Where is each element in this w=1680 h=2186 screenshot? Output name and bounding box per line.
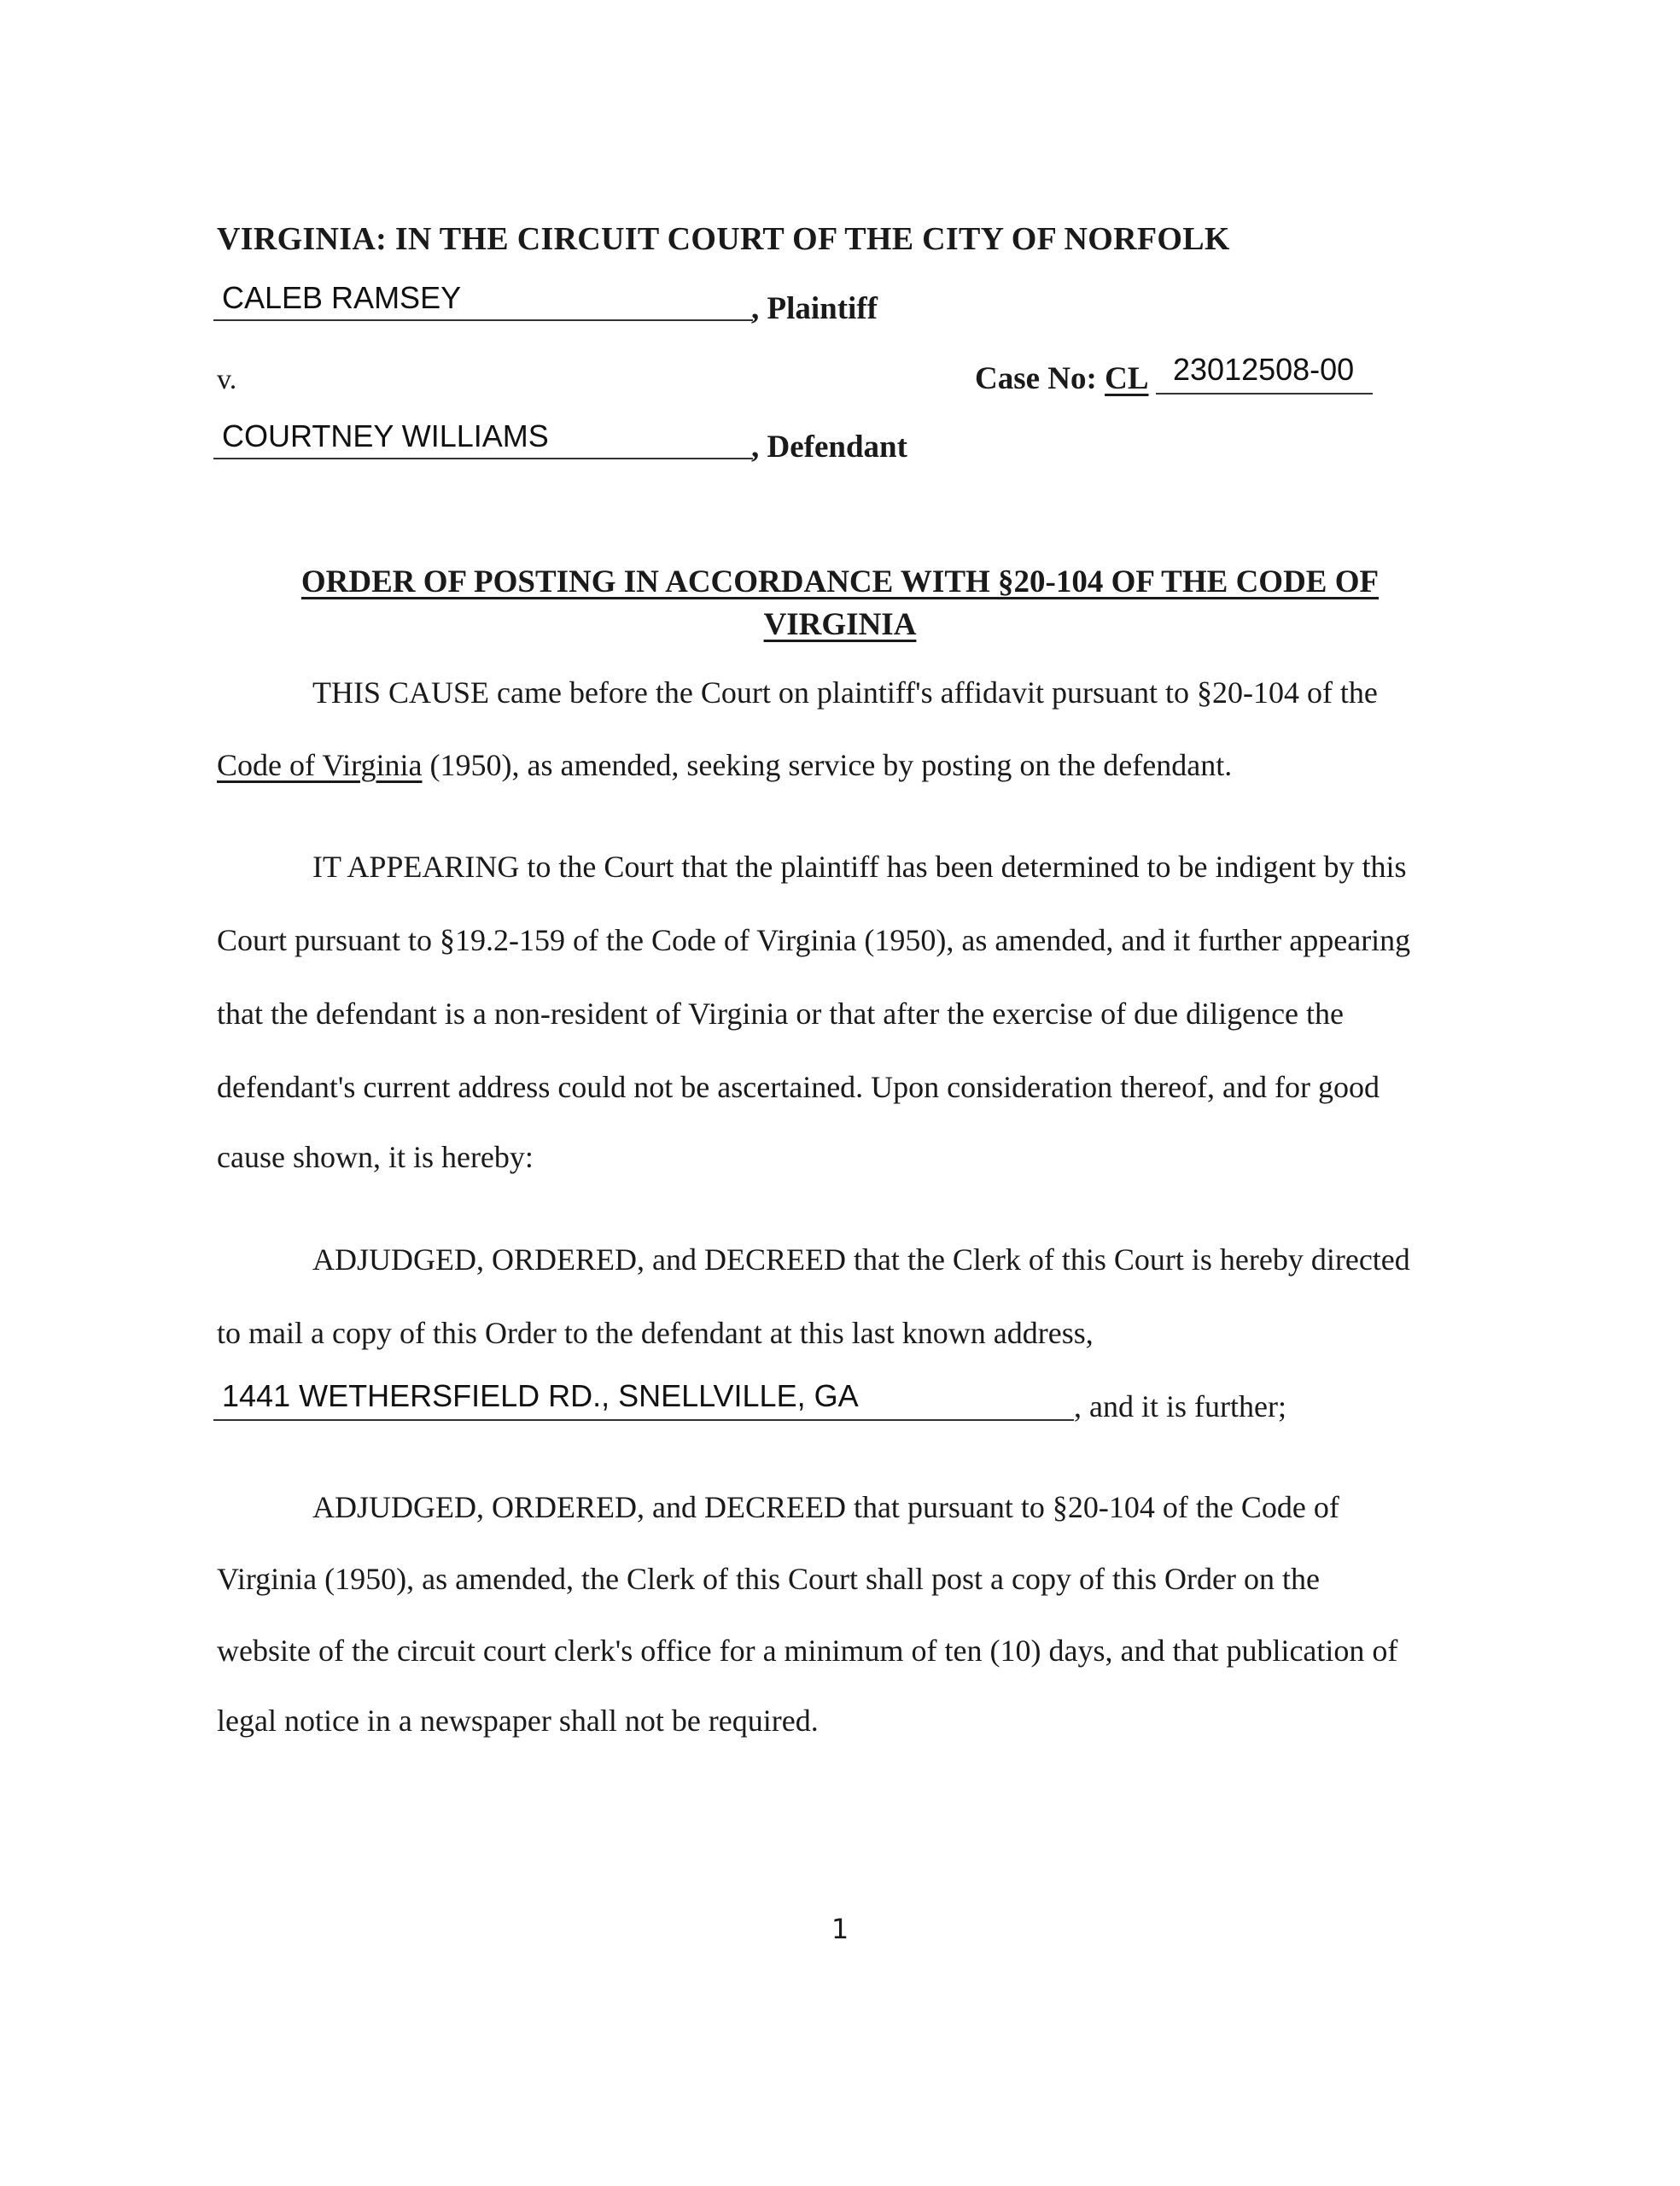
order-title-line1: ORDER OF POSTING IN ACCORDANCE WITH §20-104 OF THE CODE OF (300, 564, 1380, 599)
case-number-underline (1156, 393, 1373, 395)
para2-line5: cause shown, it is hereby: (217, 1140, 534, 1174)
defendant-address: 1441 WETHERSFIELD RD., SNELLVILLE, GA (222, 1378, 859, 1413)
para1-line2 (217, 747, 1232, 783)
plaintiff-label: , Plaintiff (751, 291, 878, 326)
para4-line1: ADJUDGED, ORDERED, and DECREED that pursuant to §20-104 of the Code of (312, 1490, 1339, 1524)
order-title-line2: VIRGINIA (763, 607, 917, 642)
para2-line1: IT APPEARING to the Court that the plaintiff has been determined to be indigent by this (312, 850, 1407, 884)
para4-line3: website of the circuit court clerk's office for a minimum of ten (10) days, and that publication of (217, 1634, 1398, 1668)
court-heading: VIRGINIA: IN THE CIRCUIT COURT OF THE CITY OF NORFOLK (217, 221, 1230, 257)
para4-line4: legal notice in a newspaper shall not be required. (217, 1704, 819, 1738)
plaintiff-underline (213, 319, 753, 321)
defendant-underline (213, 458, 753, 459)
para1-line2-rest: (1950), as amended, seeking service by posting on the defendant. (422, 748, 1233, 782)
code-of-virginia-reference: Code of Virginia (217, 748, 423, 782)
case-number-prefix: CL (1105, 361, 1149, 396)
para3-line3-rest: , and it is further; (1074, 1389, 1286, 1423)
page-number: 1 (831, 1913, 849, 1945)
defendant-label: , Defendant (751, 430, 907, 465)
plaintiff-name: CALEB RAMSEY (222, 280, 462, 315)
para2-line2: Court pursuant to §19.2-159 of the Code of Virginia (1950), as amended, and it further appearing (217, 923, 1411, 957)
para3-line2: to mail a copy of this Order to the defendant at this last known address, (217, 1316, 1094, 1350)
para3-line1: ADJUDGED, ORDERED, and DECREED that the Clerk of this Court is hereby directed (312, 1242, 1410, 1277)
case-number-label-text: Case No: (975, 361, 1105, 396)
case-number-value: 23012508-00 (1173, 352, 1355, 387)
address-underline (213, 1419, 1074, 1421)
para2-line3: that the defendant is a non-resident of Virginia or that after the exercise of due diligence the (217, 997, 1345, 1031)
para1-line1: THIS CAUSE came before the Court on plaintiff's affidavit pursuant to §20-104 of the (312, 675, 1378, 710)
para4-line2: Virginia (1950), as amended, the Clerk of this Court shall post a copy of this Order on the (217, 1562, 1320, 1596)
defendant-name: COURTNEY WILLIAMS (222, 418, 549, 453)
para2-line4: defendant's current address could not be ascertained. Upon consideration thereof, and for good (217, 1070, 1380, 1104)
case-number-label (975, 360, 1149, 397)
versus: v. (217, 364, 237, 395)
